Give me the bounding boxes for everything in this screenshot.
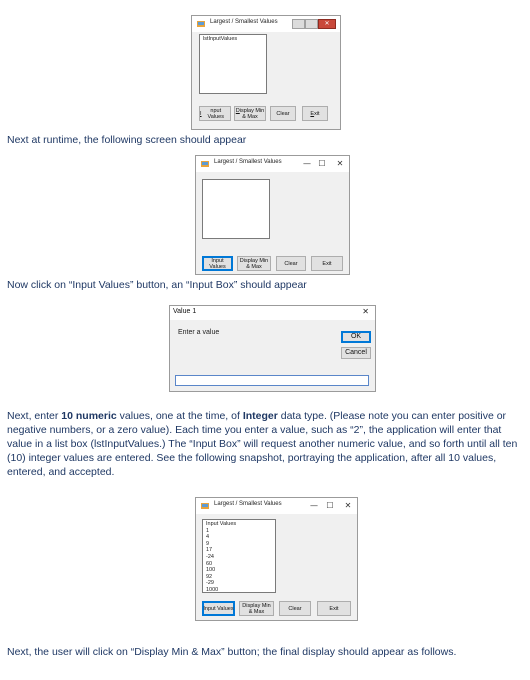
- prompt-label: Enter a value: [178, 329, 220, 336]
- maximize-icon[interactable]: ☐: [326, 501, 334, 510]
- p3-bold-b: Integer: [242, 410, 278, 422]
- exit-button[interactable]: [311, 256, 343, 271]
- exit-label: Exit: [329, 605, 339, 612]
- exit-label: Exit: [322, 260, 332, 267]
- close-button[interactable]: ✕: [318, 19, 336, 29]
- input-values-button[interactable]: [202, 601, 235, 616]
- display-min-max-button[interactable]: [237, 256, 271, 271]
- listbox-label: lstInputValues: [203, 36, 238, 42]
- window-title: Largest / Smallest Values: [214, 159, 282, 165]
- close-icon[interactable]: ✕: [362, 307, 369, 316]
- input-button-label: Input Values: [209, 257, 226, 270]
- design-window: [191, 15, 341, 130]
- list-item: -24: [206, 553, 214, 560]
- list-item: 1: [206, 527, 210, 534]
- p3-bold-a: 10 numeric: [61, 410, 117, 422]
- list-item: 100: [206, 567, 216, 574]
- list-item: 60: [206, 560, 213, 567]
- title-bar: [192, 16, 340, 32]
- app-icon: [201, 160, 209, 168]
- input-values-button[interactable]: [202, 256, 233, 271]
- list-item: 9: [206, 540, 210, 547]
- display-button-label: isplay Min & Max: [239, 107, 265, 120]
- list-item: 17: [206, 547, 213, 554]
- minimize-icon[interactable]: —: [303, 159, 311, 168]
- exit-access-key: E: [310, 110, 315, 117]
- display-button-label: Display Min & Max: [242, 602, 271, 615]
- runtime-window: [195, 155, 350, 275]
- value-input[interactable]: [175, 375, 369, 386]
- window-title: Largest / Smallest Values: [214, 501, 282, 507]
- dialog-title-bar: [170, 306, 375, 320]
- p3-part-e: data type. (Please note you can enter positive or negative numbers, or a zero value). Each time you enter a value, such as “2”, the application will enter that value in a list box (lstInputValues.) The “Input Box” will request another numeric value, and so forth until all ten (10) integer values are entered. See the following snapshot, portraying the application, after all 10 values, entered, and accepted.: [7, 410, 518, 478]
- ok-button[interactable]: [341, 331, 371, 343]
- list-item: 1000: [206, 586, 219, 593]
- input-values-button[interactable]: [199, 106, 231, 121]
- input-box-dialog: [169, 305, 376, 392]
- paragraph-display-min-max: Next, the user will click on “Display Min & Max” button; the final display should appear as follows.: [7, 646, 457, 658]
- list-item: 92: [206, 573, 213, 580]
- clear-label: Clear: [284, 260, 298, 267]
- listbox-items: [203, 520, 275, 593]
- clear-button[interactable]: [279, 601, 311, 616]
- input-button-label: Input Values: [203, 605, 234, 612]
- app-icon: [197, 20, 205, 28]
- clear-label: Clear: [288, 605, 302, 612]
- filled-window: [195, 497, 358, 621]
- list-item: Input Values: [206, 521, 237, 527]
- exit-button[interactable]: [302, 106, 328, 121]
- app-icon: [201, 502, 209, 510]
- dialog-title: Value 1: [173, 308, 197, 315]
- clear-label: Clear: [276, 110, 290, 117]
- input-access-key: I: [200, 110, 202, 117]
- exit-button-label: xit: [314, 110, 320, 117]
- display-min-max-button[interactable]: [239, 601, 274, 616]
- exit-button[interactable]: [317, 601, 351, 616]
- input-values-listbox[interactable]: [199, 34, 267, 94]
- close-icon[interactable]: ✕: [344, 501, 352, 510]
- title-bar: [196, 156, 349, 172]
- input-values-listbox[interactable]: [202, 179, 270, 239]
- list-item: 4: [206, 534, 210, 541]
- clear-button[interactable]: [270, 106, 296, 121]
- list-item: -29: [206, 580, 214, 587]
- paragraph-runtime: Next at runtime, the following screen should appear: [7, 134, 247, 146]
- p3-part-a: Next, enter: [7, 410, 62, 422]
- p3-part-c: values, one at the time, of: [116, 410, 243, 422]
- display-min-max-button[interactable]: [234, 106, 266, 121]
- title-bar: [196, 498, 357, 514]
- maximize-button[interactable]: [305, 19, 318, 29]
- window-title: Largest / Smallest Values: [210, 19, 278, 25]
- cancel-label: Cancel: [345, 349, 367, 356]
- cancel-button[interactable]: [341, 347, 371, 359]
- maximize-icon[interactable]: ☐: [318, 159, 326, 168]
- minimize-icon[interactable]: —: [310, 501, 318, 510]
- input-values-listbox[interactable]: [202, 519, 276, 593]
- ok-label: OK: [350, 333, 362, 340]
- close-icon[interactable]: ✕: [336, 159, 344, 168]
- clear-button[interactable]: [276, 256, 306, 271]
- display-access-key: D: [235, 107, 240, 114]
- paragraph-click-input: Now click on “Input Values” button, an “Input Box” should appear: [7, 279, 307, 291]
- minimize-button[interactable]: [292, 19, 305, 29]
- input-button-label: nput Values: [207, 107, 224, 120]
- paragraph-enter-values: [7, 409, 523, 479]
- display-button-label: Display Min & Max: [239, 257, 269, 270]
